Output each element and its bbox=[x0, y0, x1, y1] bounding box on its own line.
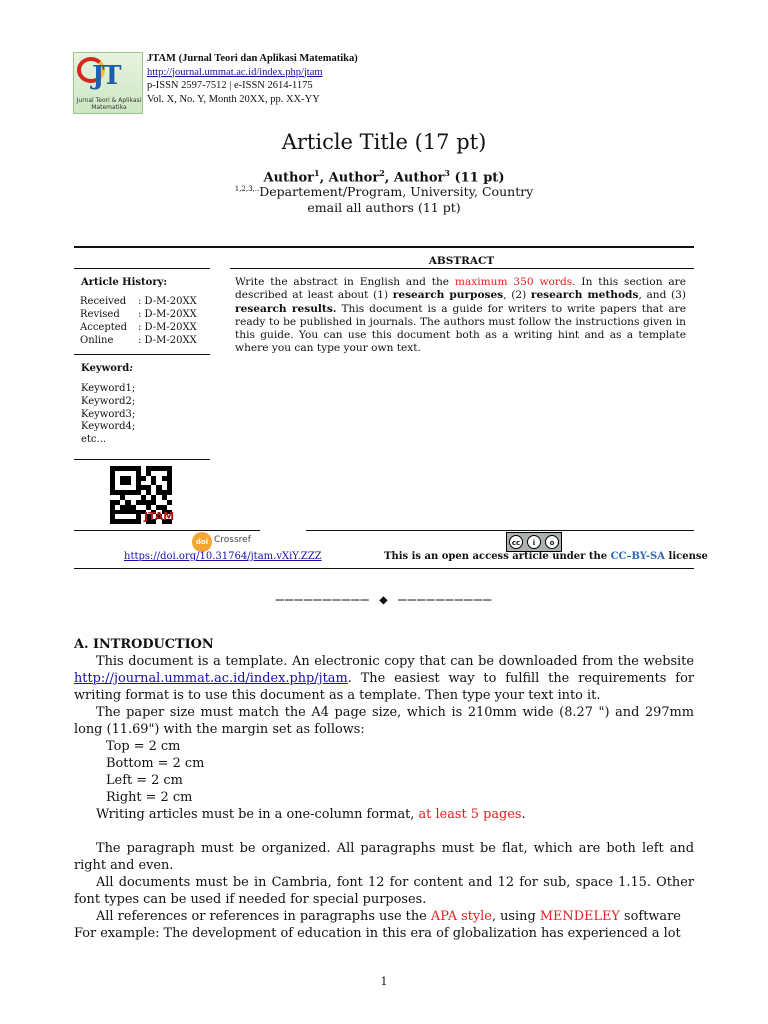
author-sup: 3 bbox=[444, 168, 450, 178]
sidebar-rule bbox=[74, 459, 210, 460]
keyword-item: etc... bbox=[81, 434, 107, 446]
abstract-seg: . In this section are described at least about (1) bbox=[235, 276, 687, 302]
abstract-seg: , and (3) bbox=[638, 289, 687, 302]
author-name: Author bbox=[328, 170, 380, 186]
spacer bbox=[74, 823, 694, 840]
abstract-seg: , (2) bbox=[503, 289, 531, 302]
doi-link-container bbox=[124, 551, 322, 562]
author-name: Author bbox=[393, 170, 445, 186]
keyword-title-text: Keyword bbox=[81, 363, 130, 374]
history-value: : D-M-20XX bbox=[138, 309, 197, 320]
section-divider: —————————— ◆ —————————— bbox=[275, 592, 493, 608]
affiliation-text: Departement/Program, University, Country bbox=[259, 184, 534, 199]
author-email: email all authors (11 pt) bbox=[307, 200, 461, 215]
author-line: Author$^1$, Author$^2$, Author$^3$ (11 pt) bbox=[263, 168, 505, 186]
history-row bbox=[80, 308, 197, 321]
sidebar-rule bbox=[74, 354, 210, 355]
paragraph: All documents must be in Cambria, font 12 for content and 12 for sub, space 1.15. Other font types can be used if needed for special purposes. bbox=[74, 875, 694, 907]
history-value: : D-M-20XX bbox=[138, 335, 197, 346]
abstract-seg: This document is a guide for writers to write papers that are ready to be published in journals. The authors must follow the instructions given in this guide. You can use this document both as a writing hint and as a template where you can type your own text. bbox=[235, 302, 686, 355]
affiliation-sup: 1,2,3,.. bbox=[234, 184, 260, 193]
footer-rule-right bbox=[306, 530, 694, 531]
crossref-label: Crossref bbox=[214, 535, 251, 545]
journal-info bbox=[147, 52, 358, 106]
logo-caption: Jurnal Teori & Aplikasi Matematika bbox=[76, 97, 142, 111]
sa-icon: o bbox=[545, 535, 559, 549]
paragraph bbox=[74, 908, 694, 925]
margin-item: Bottom = 2 cm bbox=[106, 756, 205, 771]
qr-jtam-mark: JTAM bbox=[144, 510, 175, 523]
doi-logo-icon: doi bbox=[192, 532, 212, 552]
journal-logo bbox=[73, 52, 143, 114]
history-label: Online bbox=[80, 335, 114, 346]
text-seg: This document is a template. An electronic copy that can be downloaded from the website bbox=[96, 654, 694, 669]
author-size-note: (11 pt) bbox=[454, 170, 505, 186]
license-link[interactable]: CC–BY-SA bbox=[610, 551, 666, 562]
text-seg: Writing articles must be in a one-column format, bbox=[96, 807, 419, 822]
keyword-item: Keyword1; bbox=[81, 383, 136, 394]
logo-mark: JT bbox=[92, 61, 120, 91]
page-number: 1 bbox=[380, 975, 388, 988]
license-statement bbox=[384, 551, 708, 562]
body-content bbox=[74, 636, 694, 942]
abstract-rule bbox=[230, 268, 694, 269]
abstract-bold: research purposes bbox=[392, 289, 504, 302]
history-label: Revised bbox=[80, 309, 120, 320]
text-seg: , using bbox=[491, 909, 540, 924]
doi-link[interactable]: https://doi.org/10.31764/jtam.vXiY.ZZZ bbox=[124, 551, 322, 562]
margin-item: Right = 2 cm bbox=[106, 790, 193, 805]
keyword-list bbox=[81, 383, 135, 447]
keyword-item: Keyword3; bbox=[81, 408, 136, 420]
abstract-bold: research methods bbox=[530, 289, 639, 302]
section-heading: A. INTRODUCTION bbox=[74, 637, 214, 652]
history-label: Received bbox=[80, 296, 127, 307]
keyword-item: Keyword2; bbox=[81, 395, 136, 407]
history-row bbox=[80, 334, 197, 347]
paragraph: For example: The development of education in this era of globalization has experienced a lot bbox=[74, 926, 681, 941]
affiliation bbox=[0, 184, 768, 199]
journal-url-link[interactable]: http://journal.ummat.ac.id/index.php/jtam bbox=[147, 66, 323, 78]
text-seg: . The easiest way to fulfill the requirements for writing format is to use this document as a template. Then type your text into it. bbox=[74, 671, 694, 703]
article-title: Article Title (17 pt) bbox=[281, 130, 487, 154]
author-sup: 2 bbox=[379, 168, 385, 178]
abstract-seg: Write the abstract in English and the bbox=[235, 276, 455, 288]
abstract-highlight: maximum 350 words bbox=[454, 276, 573, 288]
history-row bbox=[80, 321, 197, 334]
margin-item: Left = 2 cm bbox=[106, 773, 183, 788]
keyword-title-colon: : bbox=[129, 363, 133, 374]
abstract-text bbox=[235, 276, 686, 356]
license-pre: This is an open access article under the bbox=[384, 551, 611, 562]
text-highlight: MENDELEY bbox=[539, 909, 620, 924]
journal-name: JTAM (Jurnal Teori dan Aplikasi Matematika) bbox=[147, 53, 358, 64]
top-rule bbox=[74, 246, 694, 248]
history-row bbox=[80, 295, 197, 308]
history-title: Article History: bbox=[81, 277, 168, 288]
text-highlight: at least 5 pages bbox=[418, 807, 522, 822]
author-name: Author bbox=[263, 170, 315, 186]
paragraph bbox=[74, 653, 694, 704]
text-highlight: APA style bbox=[430, 909, 492, 924]
sidebar-rule bbox=[74, 268, 210, 269]
abstract-bold: research results. bbox=[235, 302, 337, 315]
website-link[interactable]: http://journal.ummat.ac.id/index.php/jtam bbox=[74, 671, 348, 686]
footer-rule-left bbox=[74, 530, 260, 531]
text-seg: All references or references in paragraphs use the bbox=[96, 909, 431, 924]
paragraph: The paper size must match the A4 page size, which is 210mm wide (8.27 ") and 297mm long (11.69") with the margin set as follows: bbox=[74, 705, 694, 737]
text-seg: software bbox=[619, 909, 681, 924]
paragraph: The paragraph must be organized. All paragraphs must be flat, which are both left and right and even. bbox=[74, 841, 694, 873]
cc-license-badge bbox=[506, 532, 562, 552]
by-icon: i bbox=[527, 535, 541, 549]
history-table bbox=[80, 295, 197, 347]
margin-item: Top = 2 cm bbox=[106, 739, 181, 754]
keyword-item: Keyword4; bbox=[81, 421, 136, 433]
cc-icon: cc bbox=[509, 535, 523, 549]
journal-volume: Vol. X, No. Y, Month 20XX, pp. XX-YY bbox=[147, 93, 320, 105]
history-label: Accepted bbox=[80, 322, 128, 333]
author-sup: 1 bbox=[314, 168, 320, 178]
abstract-heading: ABSTRACT bbox=[428, 255, 495, 267]
history-value: : D-M-20XX bbox=[138, 322, 197, 333]
history-value: : D-M-20XX bbox=[138, 296, 197, 307]
journal-issn: p-ISSN 2597-7512 | e-ISSN 2614-1175 bbox=[147, 80, 313, 91]
keyword-title bbox=[81, 363, 133, 374]
text-seg: . bbox=[521, 807, 526, 822]
bottom-rule bbox=[74, 568, 694, 569]
license-post: license bbox=[665, 551, 708, 562]
paragraph bbox=[74, 806, 694, 823]
